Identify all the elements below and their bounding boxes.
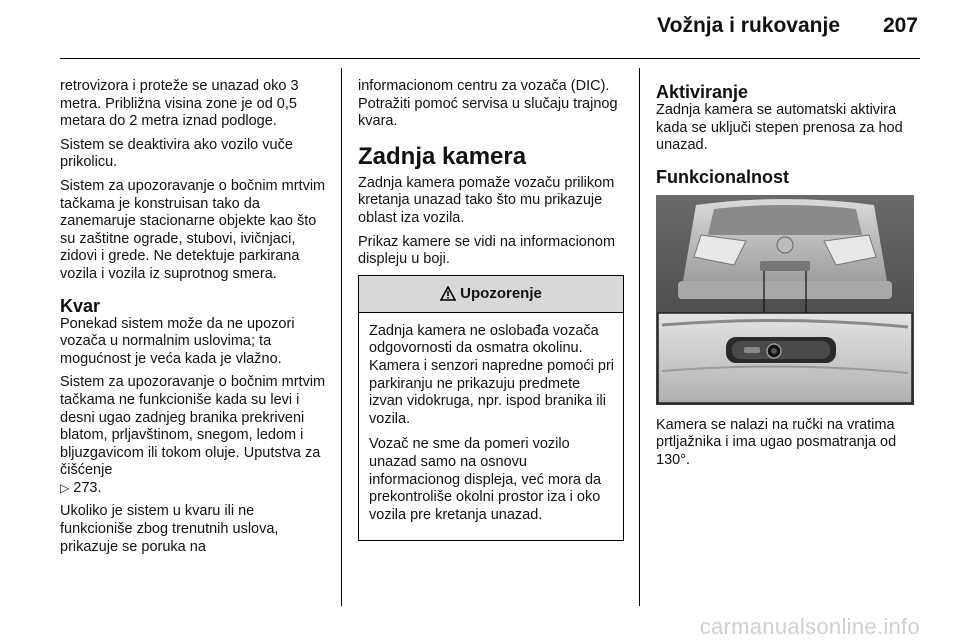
column-1 (60, 78, 328, 562)
paragraph: Kamera se nalazi na ručki na vratima prtljažnika i ima ugao posmatranja od 130°. (656, 416, 897, 468)
column-2 (358, 78, 624, 541)
paragraph: Ponekad sistem može da ne upozori vozača u normalnim uslovima; ta mogućnost je veća kada je vlažno. (60, 315, 295, 367)
header-rule (60, 58, 920, 59)
watermark: carmanualsonline.info (699, 614, 920, 639)
paragraph: Zadnja kamera pomaže vozaču prilikom kretanja unazad tako što mu prikazuje oblast iza vozila. (358, 174, 615, 226)
paragraph-text: Sistem za upozoravanje o bočnim mrtvim tačkama ne funkcioniše kada su levi i desni ugao zadnjeg branika prekriveni blatom, prljavštinom, snegom, ledom i bljuzgavicom ili tokom oluje. Uputstva za čišćenje (60, 374, 326, 479)
warning-box (358, 275, 624, 542)
section-heading-funkcionalnost: Funkcionalnost (656, 166, 790, 187)
paragraph: Ukoliko je sistem u kvaru ili ne funkcioniše zbog trenutnih uslova, prikazuje se poruka na (60, 503, 279, 555)
warning-title: Upozorenje (460, 284, 542, 302)
warning-paragraph: Zadnja kamera ne oslobađa vozača odgovornosti da osmatra okolinu. Kamera i senzori napredne pomoći pri parkiranju ne prikazuju predmete izvan vidokruga, npr. ispod branika ili vozila. (369, 322, 615, 427)
column-3 (656, 78, 922, 476)
paragraph: retrovizora i proteže se unazad oko 3 metra. Približna visina zone je od 0,5 metara do 2 metra iznad podloge. (60, 78, 299, 130)
page-reference-arrow-icon: ▷ (60, 480, 70, 495)
section-heading-kvar: Kvar (60, 295, 101, 316)
page-number: 207 (882, 14, 918, 37)
warning-triangle-icon (440, 286, 456, 301)
paragraph (60, 374, 328, 497)
warning-header (359, 276, 623, 313)
column-divider-2 (639, 68, 640, 606)
paragraph: informacionom centru za vozača (DIC). Potražiti pomoć servisa u slučaju trajnog kvara. (358, 78, 618, 130)
warning-body (359, 313, 623, 541)
page-header-title: Vožnja i rukovanje (657, 14, 840, 37)
paragraph: Zadnja kamera se automatski aktivira kada se uključi stepen prenosa za hod unazad. (656, 102, 903, 154)
rear-camera-photo (656, 195, 914, 405)
column-divider-1 (341, 68, 342, 606)
paragraph: Sistem za upozoravanje o bočnim mrtvim tačkama je konstruisan tako da zanemaruje stacionarne objekte kao što su zaštitne ograde, stubovi, ivičnjaci, zidovi i grede. Ne detektuje parkirana vozila i vozila iz suprotnog smera. (60, 177, 326, 282)
page-reference-link[interactable]: 273. (73, 479, 102, 496)
paragraph: Prikaz kamere se vidi na informacionom displeju u boji. (358, 233, 616, 268)
section-heading-aktiviranje: Aktiviranje (656, 82, 749, 102)
section-heading-zadnja-kamera: Zadnja kamera (358, 142, 527, 170)
paragraph: Sistem se deaktivira ako vozilo vuče prikolicu. (60, 136, 293, 171)
warning-paragraph: Vozač ne sme da pomeri vozilo unazad samo na osnovu informacionog displeja, već mora da prekontroliše okolni prostor iza i oko vozila pre kretanja unazad. (369, 436, 602, 523)
